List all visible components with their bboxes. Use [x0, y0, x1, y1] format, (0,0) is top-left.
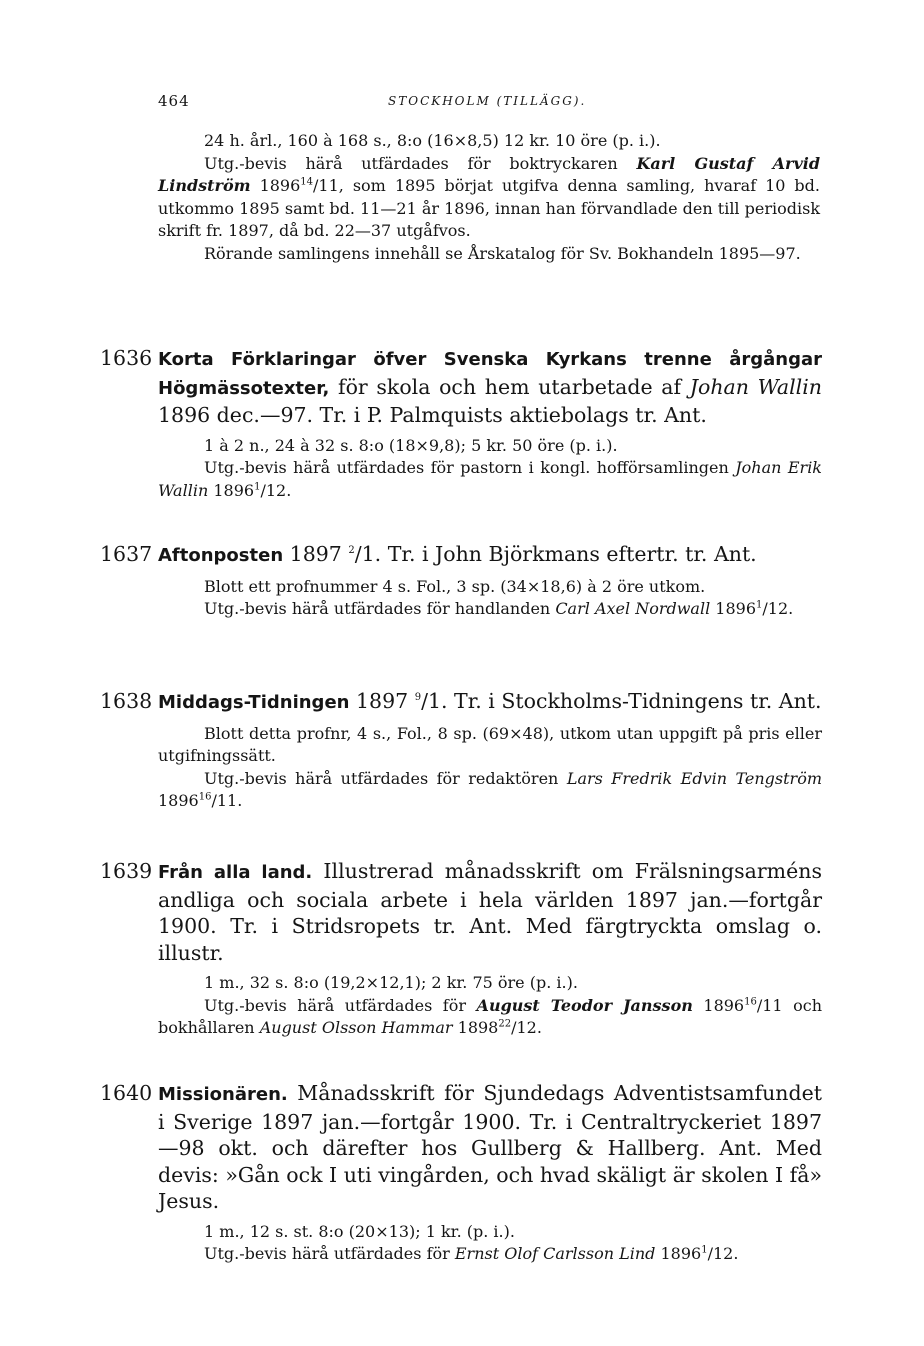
- entry-title: Korta Förklaringar öfver Svenska Kyrkans trenne årgångar Högmässotexter,: [158, 349, 822, 399]
- running-title: STOCKHOLM (TILLÄGG).: [388, 94, 587, 108]
- entry-1638: [100, 688, 822, 813]
- entry-details: 1 m., 32 s. 8:o (19,2×12,1); 2 kr. 75 öre (p. i.). Utg.-bevis härå utfärdades för August Teodor Jansson 1896$^{16}$/11 och bokhållaren August Olsson Hammar 1898$^{22}$/12.: [158, 973, 823, 1037]
- entry-heading: Middags-Tidningen 1897 $^9$/1. Tr. i Stockholms-Tidningens tr. Ant.: [158, 689, 822, 713]
- person-name: August Olsson Hammar: [259, 1018, 453, 1037]
- entry-1637: [100, 541, 822, 621]
- entry-heading: Aftonposten 1897 $^2$/1. Tr. i John Björkmans eftertr. tr. Ant.: [158, 542, 757, 566]
- entry-title: Aftonposten: [158, 545, 284, 566]
- entry-details: 1 à 2 n., 24 à 32 s. 8:o (18×9,8); 5 kr. 50 öre (p. i.). Utg.-bevis härå utfärdades för pastorn i kongl. hofförsamlingen Johan Erik Wallin 1896$^1$/12.: [158, 435, 823, 500]
- page-number: 464: [158, 92, 190, 110]
- entry-number: 1640: [100, 1081, 153, 1105]
- entry-details: Blott ett profnummer 4 s. Fol., 3 sp. (34×18,6) à 2 öre utkom. Utg.-bevis härå utfärdades för handlanden Carl Axel Nordwall 1896$^1$/12.: [204, 576, 794, 618]
- continuation-block: [158, 130, 820, 265]
- person-name: Ernst Olof Carlsson Lind: [454, 1244, 656, 1263]
- continuation-physical: 24 h. årl., 160 à 168 s., 8:o (16×8,5) 12 kr. 10 öre (p. i.).: [204, 131, 661, 150]
- entry-title: Från alla land.: [158, 862, 313, 883]
- entry-number: 1636: [100, 346, 153, 370]
- entry-heading: Missionären. Månadsskrift för Sjundedags Adventistsamfundet i Sverige 1897 jan.—fortgår 1900. Tr. i Centraltryckeriet 1897—98 okt. och därefter hos Gullberg & Hallberg. Ant. Med devis: »Gån ock I uti vingården, och hvad skäligt är skolen I få» Jesus.: [158, 1081, 822, 1213]
- entry-details: 1 m., 12 s. st. 8:o (20×13); 1 kr. (p. i.). Utg.-bevis härå utfärdades för Ernst Olof Carlsson Lind 1896$^1$/12.: [204, 1221, 739, 1263]
- page-header: [158, 92, 818, 114]
- continuation-utg: Utg.-bevis härå utfärdades för boktryckaren Karl Gustaf Arvid Lindström 1896$^{14}$/11, som 1895 börjat utgifva denna samling, hvaraf 10 bd. utkommo 1895 samt bd. 11—21 år 1896, innan han förvandlade den till periodisk skrift fr. 1897, då bd. 22—37 utgåfvos.: [158, 153, 821, 240]
- person-name: Johan Erik Wallin: [158, 458, 823, 500]
- person-name: Karl Gustaf Arvid Lindström: [158, 153, 821, 195]
- person-name: Carl Axel Nordwall: [555, 599, 711, 618]
- entry-1639: [100, 858, 822, 1040]
- entry-heading: Från alla land. Illustrerad månadsskrift om Frälsningsarméns andliga och sociala arbete i hela världen 1897 jan.—fortgår 1900. Tr. i Stridsropets tr. Ant. Med färgtryckta omslag o. illustr.: [158, 859, 822, 965]
- entry-1636: [100, 345, 822, 502]
- entry-number: 1638: [100, 689, 153, 713]
- author-name: Johan Wallin: [689, 374, 822, 399]
- entry-heading: Korta Förklaringar öfver Svenska Kyrkans trenne årgångar Högmässotexter, för skola och hem utarbetade af Johan Wallin 1896 dec.—97. Tr. i P. Palmquists aktiebolags tr. Ant.: [158, 349, 822, 427]
- entry-title: Missionären.: [158, 1084, 288, 1105]
- entry-title: Middags-Tidningen: [158, 692, 350, 713]
- continuation-note: Rörande samlingens innehåll se Årskatalog för Sv. Bokhandeln 1895—97.: [204, 243, 801, 263]
- entry-1640: [100, 1080, 822, 1266]
- entry-number: 1639: [100, 859, 153, 883]
- entry-number: 1637: [100, 542, 153, 566]
- person-name: Lars Fredrik Edvin Tengström: [566, 768, 823, 788]
- entry-details: Blott detta profnr, 4 s., Fol., 8 sp. (69×48), utkom utan uppgift på pris eller utgifningssätt. Utg.-bevis härå utfärdades för redaktören Lars Fredrik Edvin Tengström 1896$^{16}$/11.: [158, 723, 823, 810]
- person-name: August Teodor Jansson: [476, 995, 693, 1015]
